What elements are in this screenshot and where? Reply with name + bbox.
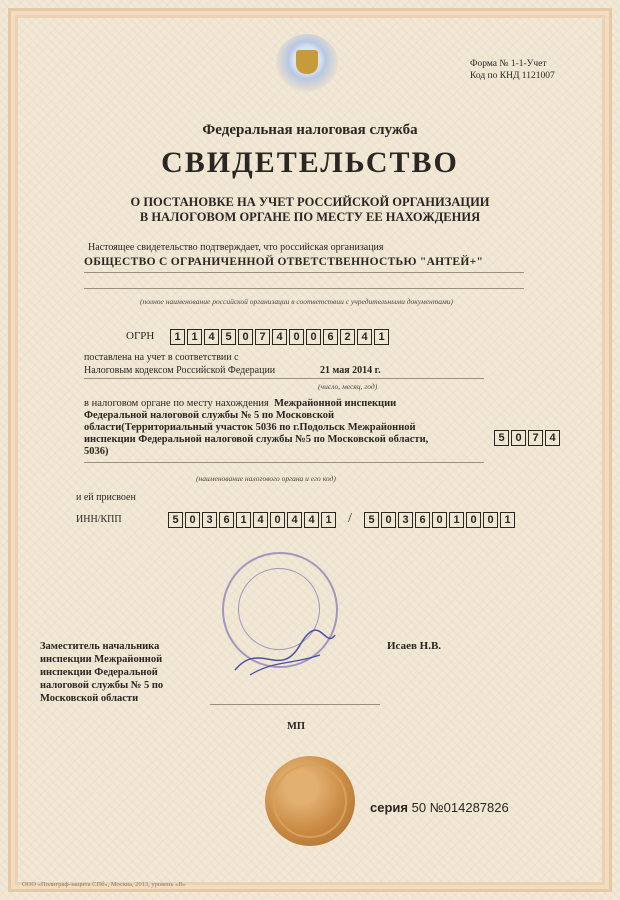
subtitle-line: О ПОСТАНОВКЕ НА УЧЕТ РОССИЙСКОЙ ОРГАНИЗАЦИИ (130, 195, 490, 209)
digit-box: 4 (357, 329, 372, 345)
digit-box: 1 (449, 512, 464, 528)
kpp-boxes (364, 512, 517, 528)
position-line: Московской области (40, 693, 139, 704)
registered-line1: поставлена на учет в соответствии с (84, 352, 239, 363)
digit-box: 0 (289, 329, 304, 345)
inspection-block (84, 398, 484, 458)
digit-box: 6 (219, 512, 234, 528)
document-subtitle (0, 195, 620, 225)
intro-text: Настоящее свидетельство подтверждает, что российская организация (88, 242, 384, 253)
digit-box: 0 (511, 430, 526, 446)
inspection-code-boxes (494, 430, 562, 446)
subtitle-line: В НАЛОГОВОМ ОРГАНЕ ПО МЕСТУ ЕЕ НАХОЖДЕНИЯ (139, 210, 481, 224)
digit-box: 1 (236, 512, 251, 528)
org-name-note: (полное наименование российской организации в соответствии с учредительными документами) (140, 297, 454, 306)
signature-icon (230, 620, 340, 680)
digit-box: 5 (364, 512, 379, 528)
inspection-line: Федеральной налоговой службы № 5 по Московской (84, 410, 335, 421)
serial-number: №014287826 (429, 800, 509, 815)
inspection-line: области(Территориальный участок 5036 по г.Подольск Межрайонной (84, 422, 416, 433)
ogrn-label: ОГРН (126, 330, 155, 342)
digit-box: 0 (185, 512, 200, 528)
digit-box: 5 (221, 329, 236, 345)
digit-box: 6 (415, 512, 430, 528)
digit-box: 2 (340, 329, 355, 345)
knd-code: Код по КНД 1121007 (470, 71, 555, 81)
signatory-position (40, 640, 220, 705)
digit-box: 7 (255, 329, 270, 345)
digit-box: 1 (321, 512, 336, 528)
digit-box: 3 (398, 512, 413, 528)
gold-seal-icon (265, 756, 355, 846)
digit-box: 3 (202, 512, 217, 528)
digit-box: 0 (270, 512, 285, 528)
inspection-line: Межрайонной инспекции (274, 398, 397, 409)
position-line: инспекции Межрайонной (40, 654, 163, 665)
inspection-prefix: в налоговом органе по месту нахождения (84, 398, 269, 409)
inn-kpp-label: ИНН/КПП (76, 514, 122, 525)
inspection-underline (84, 462, 484, 463)
digit-box: 5 (494, 430, 509, 446)
inn-kpp-separator: / (348, 511, 352, 526)
printer-footer: ООО «Полиграф-защита СПб», Москва, 2013, уровень «В» (22, 881, 186, 888)
digit-box: 4 (253, 512, 268, 528)
position-line: налоговой службы № 5 по (40, 680, 164, 691)
digit-box: 4 (304, 512, 319, 528)
digit-box: 1 (187, 329, 202, 345)
digit-box: 0 (432, 512, 447, 528)
digit-box: 1 (500, 512, 515, 528)
position-line: Заместитель начальника (40, 641, 160, 652)
date-note: (число, месяц, год) (318, 382, 378, 391)
signer-name: Исаев Н.В. (387, 640, 442, 652)
mp-label: МП (287, 721, 306, 732)
inn-boxes (168, 512, 338, 528)
digit-box: 6 (323, 329, 338, 345)
digit-box: 1 (170, 329, 185, 345)
inspection-line: 5036) (84, 446, 109, 457)
digit-box: 4 (287, 512, 302, 528)
digit-box: 0 (466, 512, 481, 528)
digit-box: 0 (381, 512, 396, 528)
inspection-note: (наименование налогового органа и его код) (196, 474, 336, 483)
series-number (370, 800, 509, 815)
digit-box: 4 (204, 329, 219, 345)
form-info (470, 58, 555, 82)
org-underline-2 (84, 288, 524, 289)
assigned-text: и ей присвоен (76, 492, 136, 503)
registered-line2: Налоговым кодексом Российской Федерации (84, 365, 276, 376)
inspection-line: инспекции Федеральной налоговой службы №5 по Московской области, (84, 434, 429, 445)
digit-box: 1 (374, 329, 389, 345)
digit-box: 0 (306, 329, 321, 345)
series-label: серия (370, 800, 408, 815)
digit-box: 5 (168, 512, 183, 528)
position-line: инспекции Федеральной (40, 667, 158, 678)
form-label: Форма № 1-1-Учет (470, 59, 547, 69)
date-underline (84, 378, 484, 379)
digit-box: 4 (545, 430, 560, 446)
series-code: 50 (411, 800, 427, 815)
organization-name: ОБЩЕСТВО С ОГРАНИЧЕННОЙ ОТВЕТСТВЕННОСТЬЮ "АНТЕЙ+" (84, 256, 484, 268)
document-title: СВИДЕТЕЛЬСТВО (161, 146, 459, 179)
digit-box: 4 (272, 329, 287, 345)
signature-line (210, 704, 380, 705)
hologram-emblem-icon (276, 34, 338, 92)
ogrn-boxes (170, 329, 391, 345)
service-name: Федеральная налоговая служба (202, 122, 418, 138)
digit-box: 0 (238, 329, 253, 345)
digit-box: 7 (528, 430, 543, 446)
digit-box: 0 (483, 512, 498, 528)
org-underline (84, 272, 524, 273)
registration-date: 21 мая 2014 г. (320, 365, 381, 376)
